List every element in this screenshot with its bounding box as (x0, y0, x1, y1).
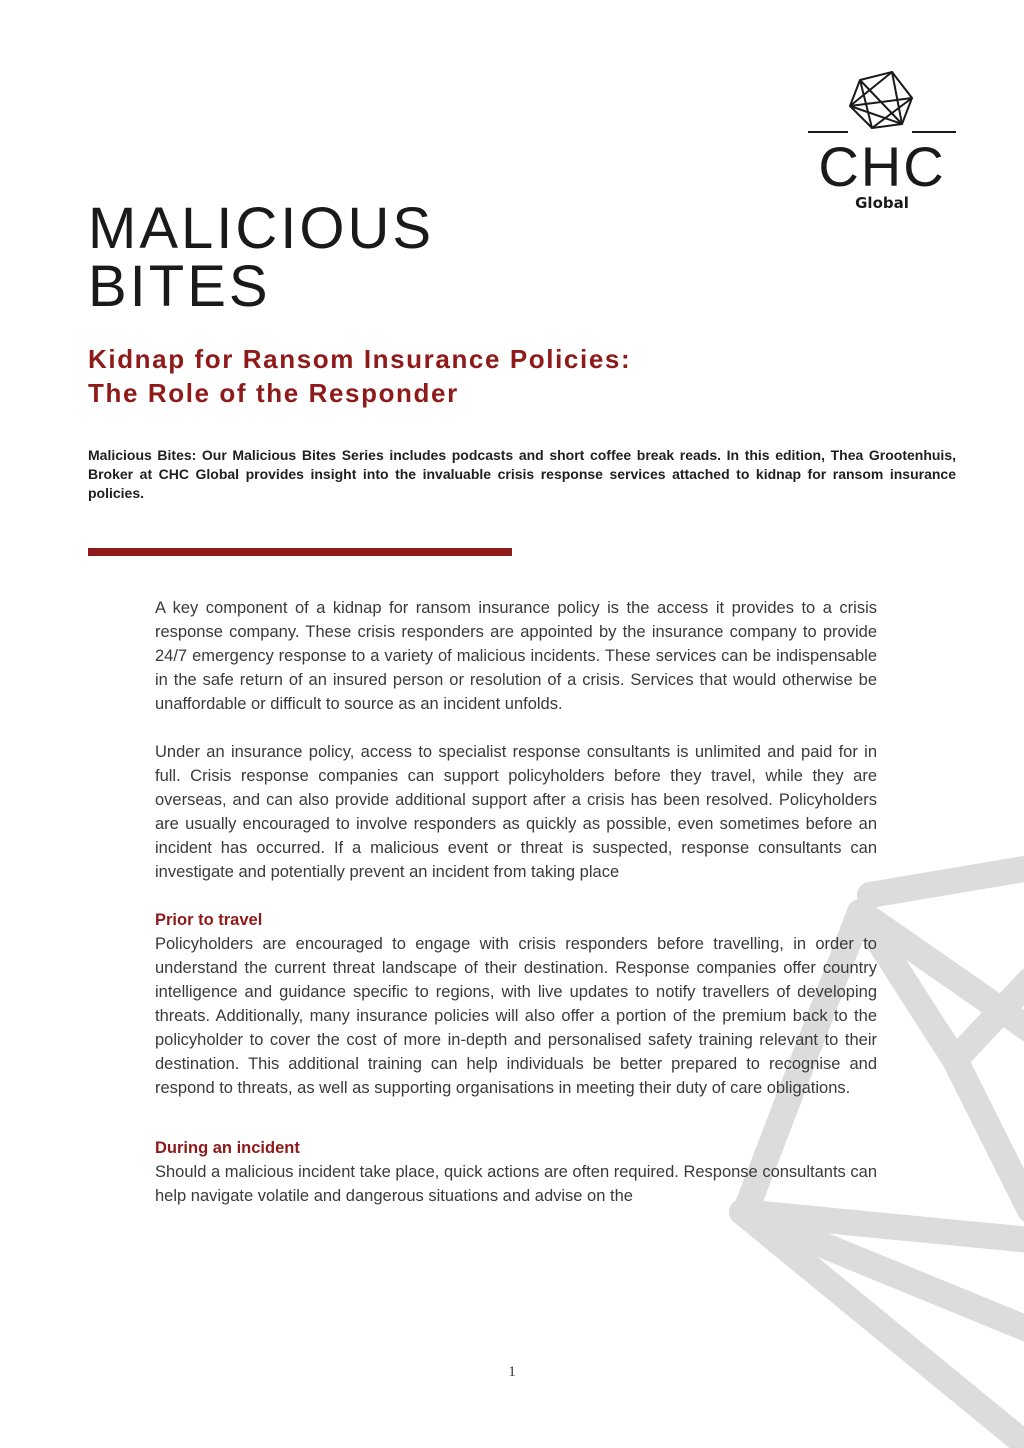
accent-divider (88, 548, 512, 556)
body-paragraph-2: Under an insurance policy, access to specialist response consultants is unlimited and paid for in full. Crisis response companies can support policyholders before they travel, while they are overseas, and can also provide additional support after a crisis has been resolved. Policyholders are usually encouraged to involve responders as quickly as possible, even sometimes before an incident has occurred. If a malicious event or threat is suspected, response consultants can investigate and potentially prevent an incident from taking place (155, 743, 877, 881)
title-line-2: BITES (88, 254, 271, 319)
subtitle-line-1: Kidnap for Ransom Insurance Policies: (88, 344, 632, 374)
page-number: 1 (508, 1364, 516, 1380)
title-line-1: MALICIOUS (88, 196, 435, 261)
intro-paragraph: Malicious Bites: Our Malicious Bites Series includes podcasts and short coffee break reads. In this edition, Thea Grootenhuis, Broker at CHC Global provides insight into the invaluable crisis response services attached to kidnap for ransom insurance policies. (88, 447, 956, 501)
body-paragraph-1: A key component of a kidnap for ransom insurance policy is the access it provides to a crisis response company. These crisis responders are appointed by the insurance company to provide 24/7 emergency response to a variety of malicious incidents. These services can be indispensable in the safe return of an insured person or resolution of a crisis. Services that would otherwise be unaffordable or difficult to source as an incident unfolds. (155, 599, 877, 713)
section-text-during-incident: Should a malicious incident take place, quick actions are often required. Response consultants can help navigate volatile and dangerous situations and advise on the (155, 1163, 877, 1205)
article-body (155, 596, 877, 1232)
section-heading-during-incident: During an incident (155, 1139, 300, 1157)
document-subtitle (88, 342, 631, 410)
section-text-prior-to-travel: Policyholders are encouraged to engage with crisis responders before travelling, in order to understand the current threat landscape of their destination. Response companies offer country intelligence and guidance specific to regions, with live updates to notify travellers of developing threats. Additionally, many insurance policies will also offer a portion of the premium back to the policyholder to cover the cost of more in-depth and personalised safety training relevant to their destination. This additional training can help individuals be better prepared to recognise and respond to threats, as well as supporting organisations in meeting their duty of care obligations. (155, 935, 877, 1097)
section-heading-prior-to-travel: Prior to travel (155, 911, 263, 929)
document-title (88, 196, 435, 319)
subtitle-line-2: The Role of the Responder (88, 378, 459, 408)
svg-text:Global: Global (855, 194, 909, 212)
chc-global-logo (800, 66, 960, 216)
svg-text:CHC: CHC (818, 135, 946, 198)
